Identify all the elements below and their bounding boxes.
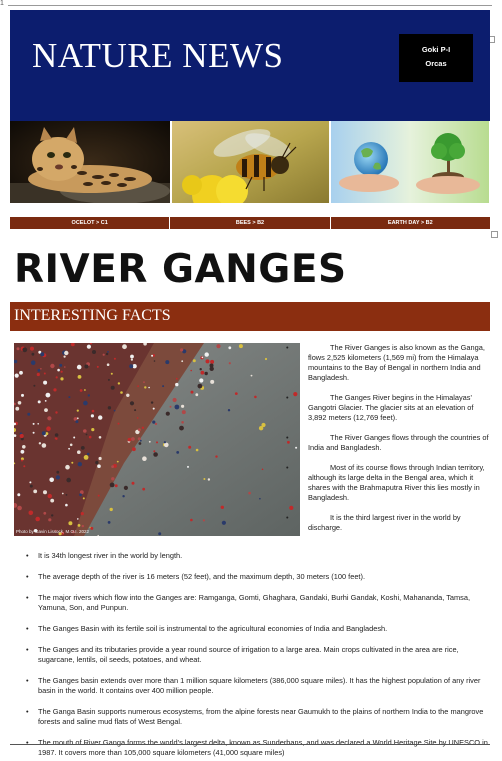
list-item: • Most of its course flows through Indian territory, although its large delta in the Bengal area, which it shares with the Brahmaputra River this lies mostly in Bangladesh. — [308, 463, 490, 503]
list-item: • The mouth of River Ganga forms the world's largest delta, known as Sunderbans, and was declared a World Heritage Site by UNESCO in 1987. It covers more than 105,000 square kilometers (41,000 square miles) — [38, 738, 488, 758]
list-item: • The River Ganges is also known as the Ganga, flows 2,525 kilometers (1,569 mi) from the Himalaya mountains to the Bay of Bengal in northern India and Bangladesh. — [308, 343, 490, 383]
section-header — [10, 302, 490, 331]
author-box — [399, 34, 473, 82]
bottom-rule — [10, 744, 490, 745]
list-item: • The Ganga Basin supports numerous ecosystems, from the alpine forests near Gaumukh to the plains of northern India to the mangrove forests and saline mud flats of West Bengal. — [38, 707, 488, 727]
list-item: • The average depth of the river is 16 meters (52 feet), and the maximum depth, 30 meters (100 feet). — [38, 572, 488, 582]
nav-link-earth-day[interactable]: EARTH DAY > B2 — [330, 217, 490, 229]
author-class: Orcas — [425, 59, 447, 68]
page-corner-marker: 1 — [0, 0, 4, 7]
newsletter-banner — [10, 10, 490, 121]
section-nav-bar — [10, 217, 490, 229]
newsletter-title: NATURE NEWS — [32, 36, 284, 75]
ocelot-photo — [10, 121, 170, 203]
list-item: • The Ganges River begins in the Himalayas' Gangotri Glacier. The glacier sits at an elevation of 3,892 meters (12,769 feet). — [308, 393, 490, 423]
section-header-label: INTERESTING FACTS — [14, 307, 171, 324]
top-margin-rule — [8, 5, 492, 6]
list-item: • The Ganges Basin with its fertile soil is instrumental to the agricultural economies of India and Bangladesh. — [38, 624, 488, 634]
bee-photo — [172, 121, 329, 203]
photo-credit: Photo by Gavin Lissock, M.O.I. 2022 — [16, 529, 90, 534]
text-boundary-mark — [491, 231, 498, 238]
list-item: • The Ganges basin extends over more than 1 million square kilometers (386,000 square miles). It has the highest population of any river basin in the world. It contains over 400 million people. — [38, 676, 488, 696]
article-title: RIVER GANGES — [14, 247, 347, 292]
list-item: • It is the third largest river in the world by discharge. — [308, 513, 490, 533]
list-item: • The Ganges and its tributaries provide a year round source of irrigation to a large area. Main crops cultivated in the area are rice, sugarcane, lentils, oil seeds, potatoes, and wheat. — [38, 645, 488, 665]
side-facts-list — [308, 343, 490, 543]
nav-link-ocelot[interactable]: OCELOT > C1 — [71, 220, 108, 226]
earth-day-photo — [331, 121, 489, 203]
list-item: • It is 34th longest river in the world by length. — [38, 551, 488, 561]
nav-link-bees[interactable]: BEES > B2 — [169, 217, 329, 229]
facts-list — [38, 551, 488, 761]
list-item: • The River Ganges flows through the countries of India and Bangladesh. — [308, 433, 490, 453]
list-item: • The major rivers which flow into the Ganges are: Ramganga, Gomti, Ghaghara, Gandaki, Burhi Gandak, Koshi, Mahananda, Tamsa, Yamuna, Son, and Punpun. — [38, 593, 488, 613]
author-name: Goki P-I — [421, 45, 451, 54]
river-crowd-photo — [14, 343, 300, 536]
